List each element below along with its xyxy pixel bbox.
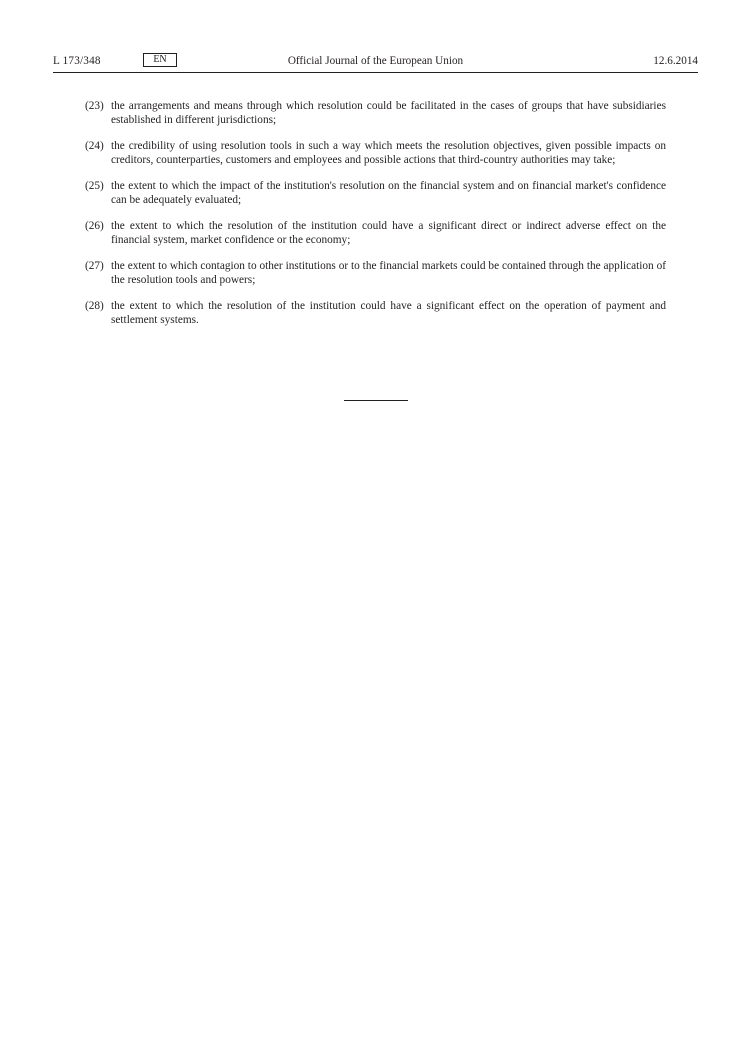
page-reference: L 173/348 — [53, 55, 101, 67]
list-item — [85, 219, 666, 247]
item-number: (23) — [85, 100, 104, 112]
item-number: (27) — [85, 260, 104, 272]
item-number: (24) — [85, 140, 104, 152]
list-item — [85, 179, 666, 207]
item-text: the extent to which the impact of the institution's resolution on the financial system and on financial market's confidence can be adequately evaluated; — [111, 180, 666, 206]
list-item — [85, 99, 666, 127]
item-number: (28) — [85, 300, 104, 312]
item-text: the extent to which the resolution of the institution could have a significant direct or indirect adverse effect on the financial system, market confidence or the economy; — [111, 220, 666, 246]
item-number: (25) — [85, 180, 104, 192]
item-text: the credibility of using resolution tools in such a way which meets the resolution objectives, given possible impacts on creditors, counterparties, customers and employees and possible actions that third-country authorities may take; — [111, 140, 666, 166]
criteria-list — [85, 99, 666, 339]
language-badge: EN — [143, 53, 177, 67]
journal-title: Official Journal of the European Union — [287, 55, 464, 67]
item-text: the extent to which contagion to other institutions or to the financial markets could be contained through the application of the resolution tools and powers; — [111, 260, 666, 286]
header-divider — [53, 72, 698, 73]
item-text: the arrangements and means through which resolution could be facilitated in the cases of groups that have subsidiaries established in different jurisdictions; — [111, 100, 666, 126]
list-item — [85, 259, 666, 287]
item-text: the extent to which the resolution of the institution could have a significant effect on the operation of payment and settlement systems. — [111, 300, 666, 326]
page-header — [53, 53, 698, 69]
list-item — [85, 299, 666, 327]
publication-date: 12.6.2014 — [653, 55, 698, 67]
item-number: (26) — [85, 220, 104, 232]
list-item — [85, 139, 666, 167]
end-of-annex-rule — [344, 400, 408, 401]
